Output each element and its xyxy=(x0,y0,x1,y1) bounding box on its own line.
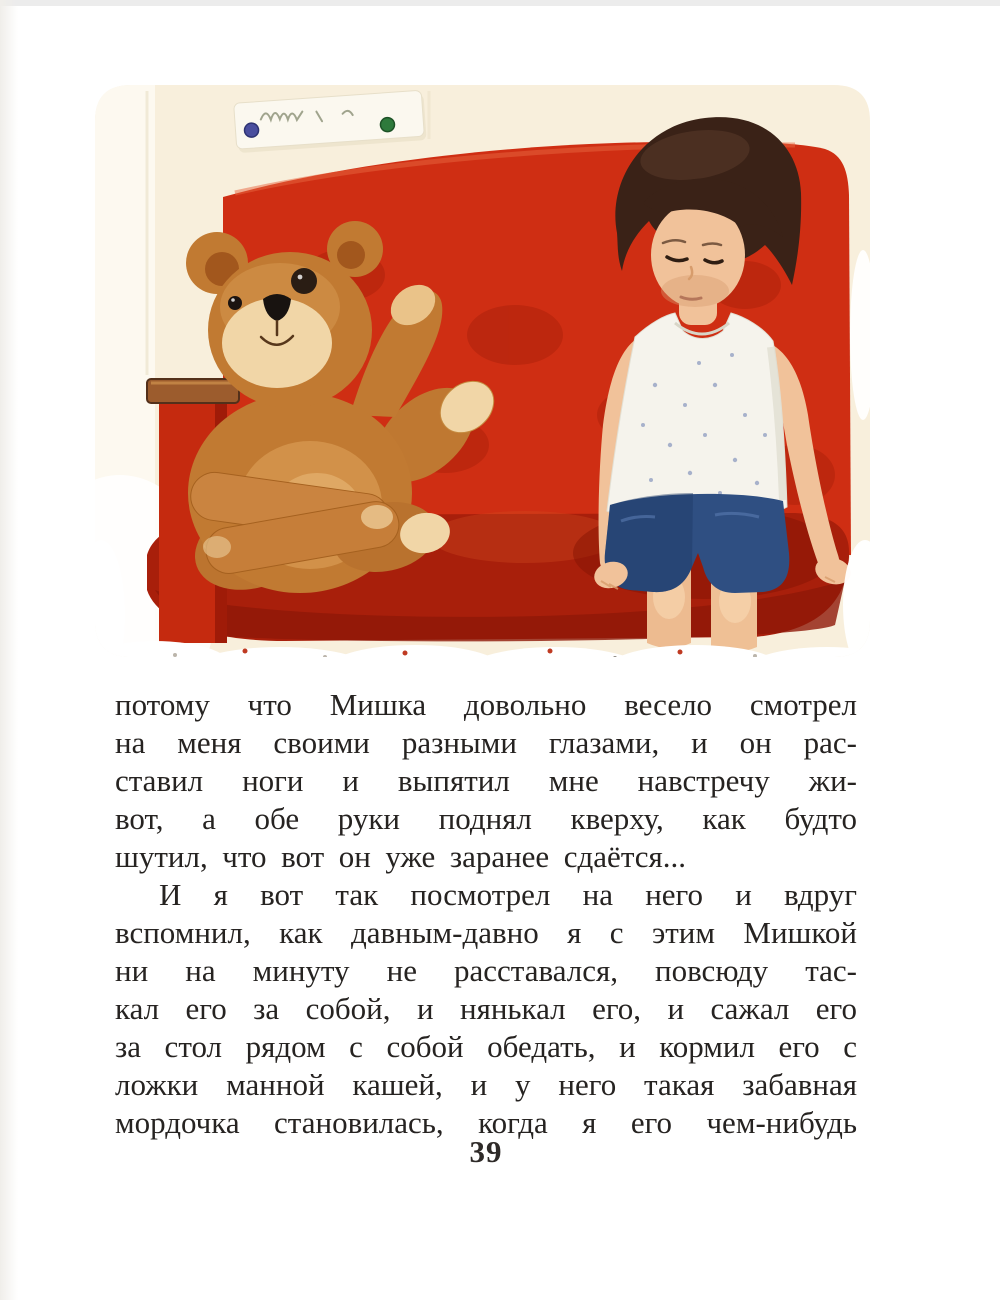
text-line: ни на минуту не расставался, повсюду тас- xyxy=(115,953,857,988)
pin-blue xyxy=(244,123,259,138)
page-number: 39 xyxy=(469,1134,503,1169)
text-line: вот, а обе руки поднял кверху, как будто xyxy=(115,801,857,836)
boy-tank-top xyxy=(607,313,787,522)
story-text xyxy=(115,686,857,1142)
couch-illustration-svg xyxy=(95,85,870,657)
bear-eye-left xyxy=(228,296,242,310)
text-line: шутил, что вот он уже заранее сдаётся... xyxy=(115,839,687,874)
scan-edge-top xyxy=(0,0,1000,6)
text-line: кал его за собой, и нянькал его, и сажал его xyxy=(115,991,857,1026)
text-line: ложки манной кашей, и у него такая забавная xyxy=(115,1067,857,1102)
text-line: за стол рядом с собой обедать, и кормил его с xyxy=(115,1029,857,1064)
text-line: потому что Мишка довольно весело смотрел xyxy=(115,687,857,722)
pin-green xyxy=(380,117,395,132)
scan-edge-left xyxy=(0,0,18,1300)
text-line: вспомнил, как давным-давно я с этим Мишкой xyxy=(115,915,857,950)
bear-eye-right xyxy=(291,268,317,294)
text-line: И я вот так посмотрел на него и вдруг xyxy=(159,877,857,912)
text-line: мордочка становилась, когда я его чем-нибудь xyxy=(115,1105,857,1140)
text-line: на меня своими разными глазами, и он рас- xyxy=(115,725,857,760)
text-line: ставил ноги и выпятил мне навстречу жи- xyxy=(115,763,857,798)
illustration xyxy=(95,85,870,657)
